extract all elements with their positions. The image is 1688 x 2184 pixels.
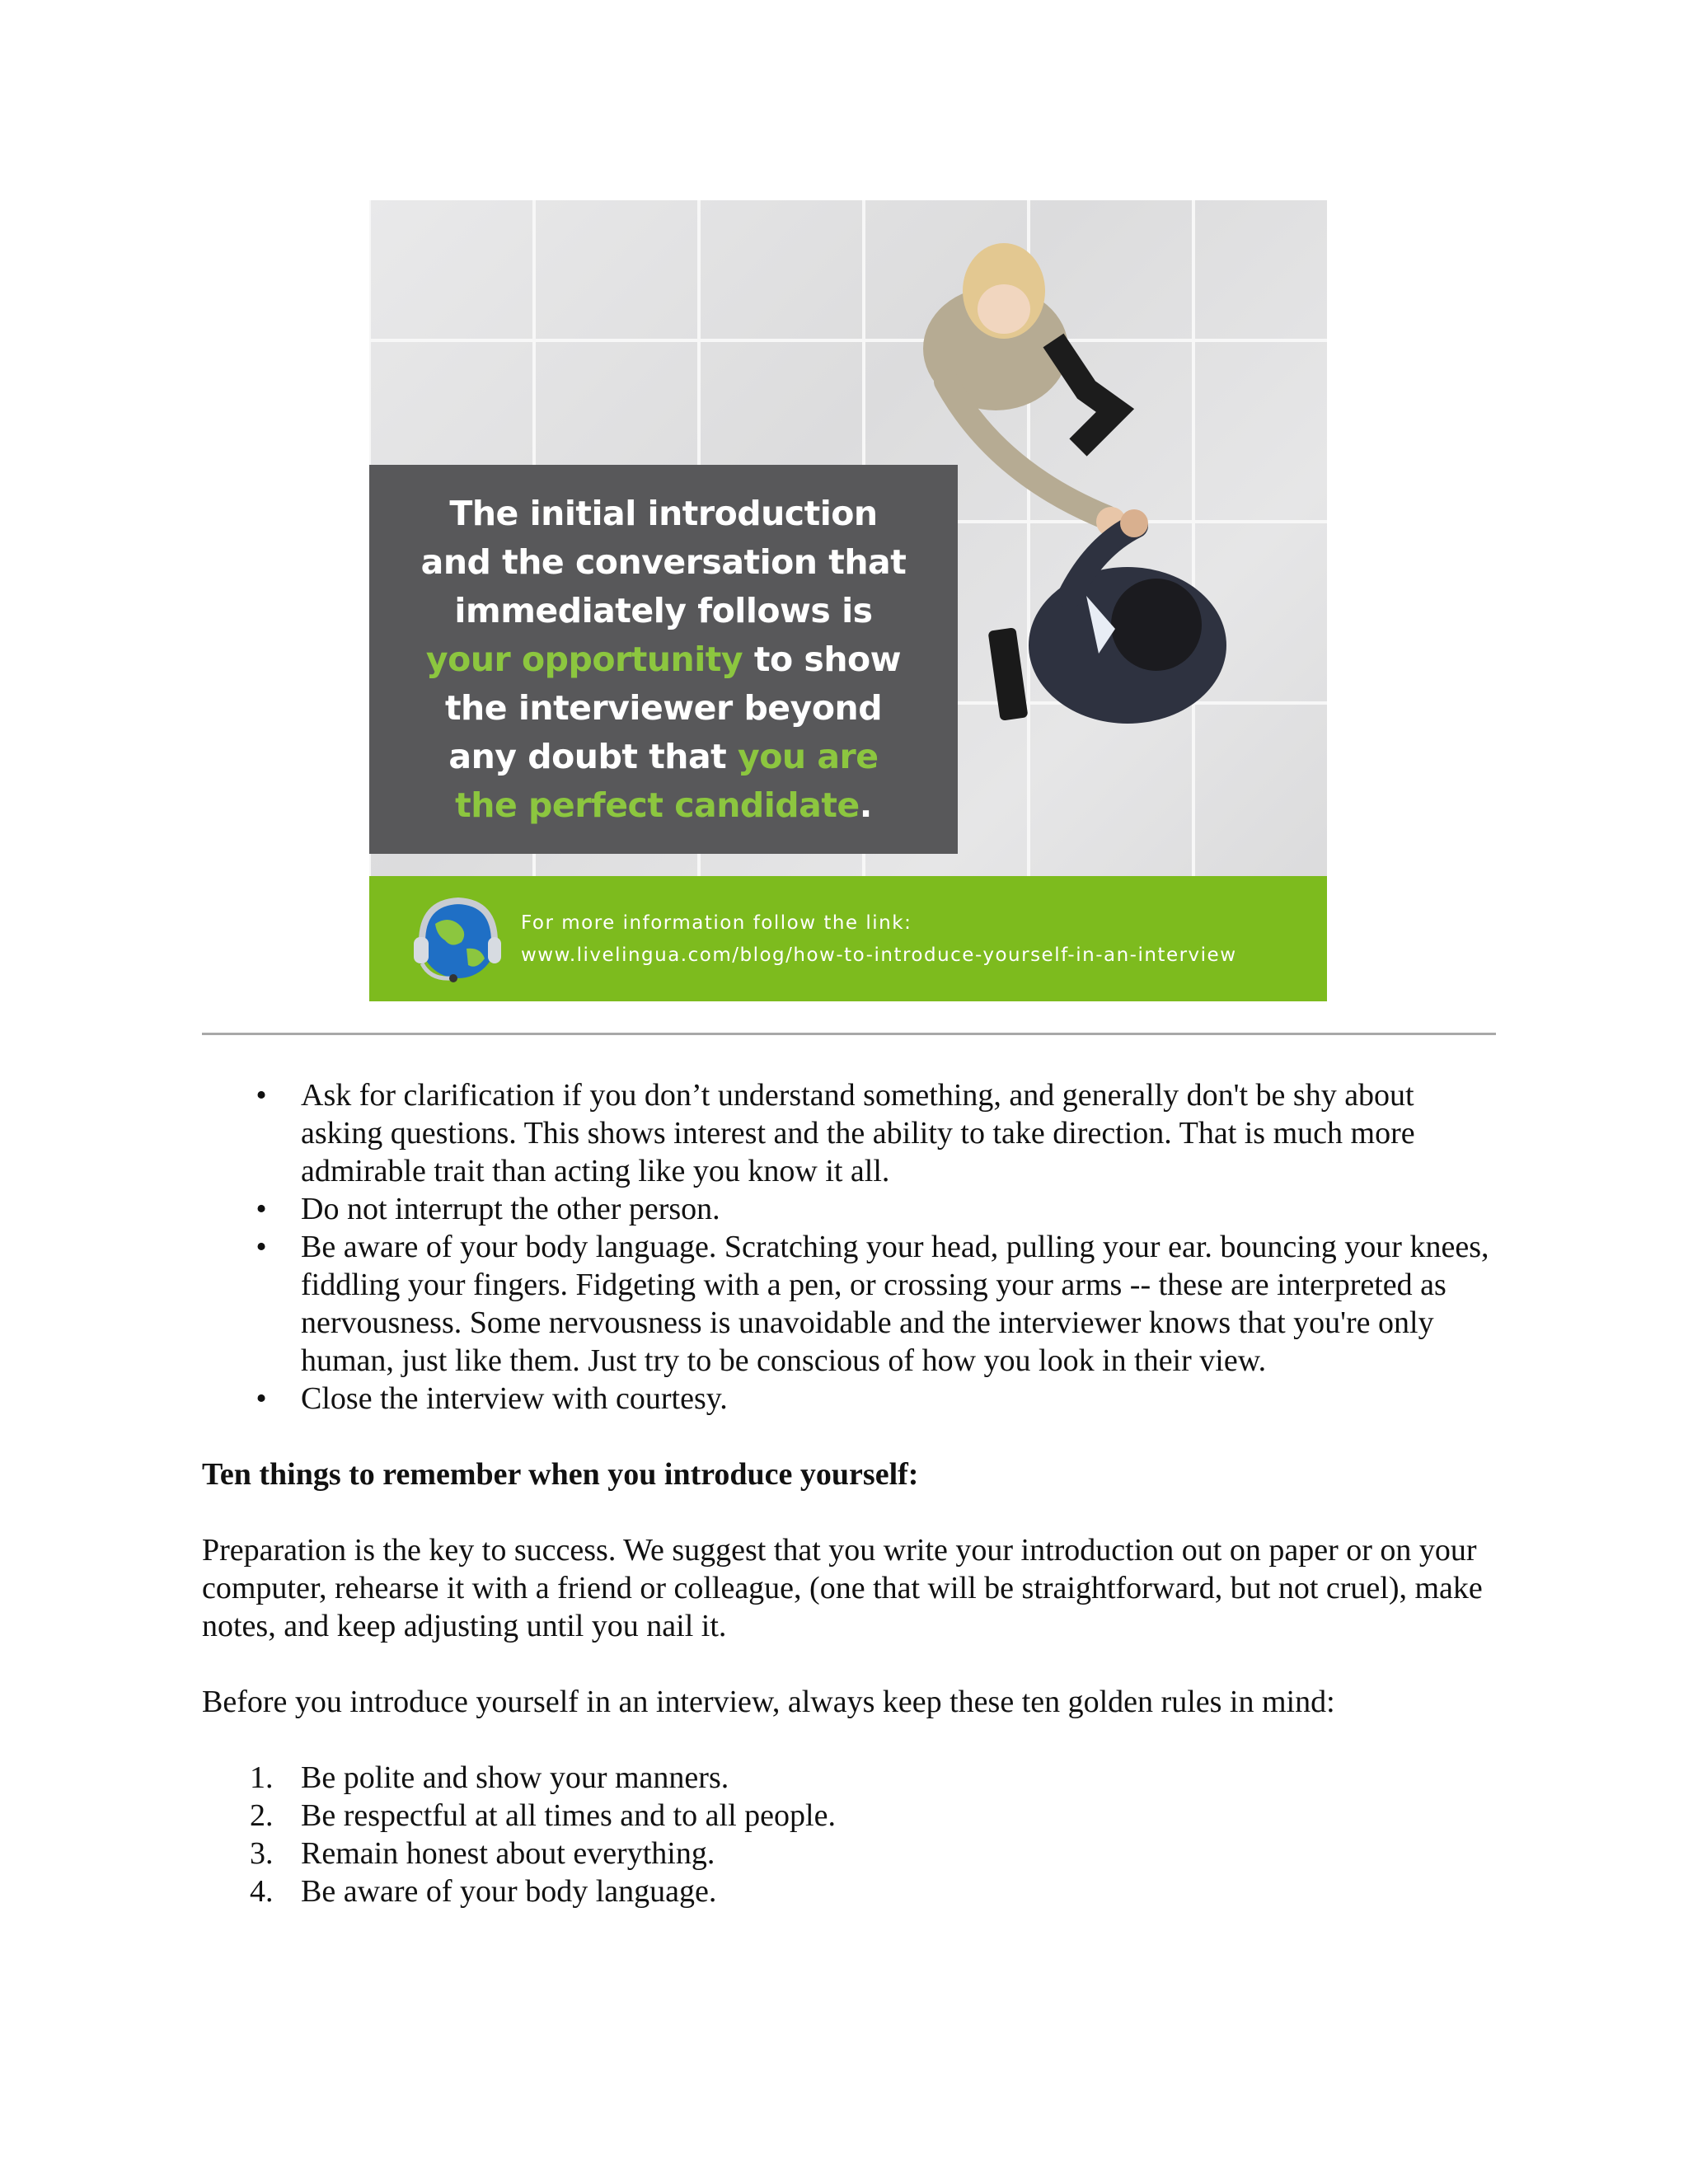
quote-highlight: you are the perfect candidate <box>455 736 879 825</box>
document-body <box>202 1076 1496 1910</box>
list-item: • Close the interview with courtesy. <box>202 1380 1496 1418</box>
list-item: • Do not interrupt the other person. <box>202 1190 1496 1228</box>
bullet-icon: • <box>256 1078 267 1113</box>
quote-segment: The initial introduction and the conversation that immediately follows is <box>420 493 907 630</box>
list-number: 4. <box>250 1874 274 1909</box>
list-number: 3. <box>250 1836 274 1871</box>
promo-quote <box>416 490 911 830</box>
list-item: • Be aware of your body language. Scratching your head, pulling your ear. bouncing your knees, fiddling your fingers. Fidgeting with a pen, or crossing your arms -- these are interpreted as nervousness. Some nervousness is unavoidable and the interviewer knows that you're only human, just like them. Just try to be conscious of how you look in their view. <box>202 1228 1496 1380</box>
list-item: 3. Remain honest about everything. <box>250 1836 715 1871</box>
promo-link-caption: For more information follow the link: <box>521 912 912 934</box>
paragraph: Preparation is the key to success. We suggest that you write your introduction out on paper or on your computer, rehearse it with a friend or colleague, (one that will be straightforward, but not cruel), make notes, and keep adjusting until you nail it. <box>202 1533 1483 1643</box>
list-item: 1. Be polite and show your manners. <box>250 1760 729 1795</box>
paragraph: Before you introduce yourself in an interview, always keep these ten golden rules in mind: <box>202 1685 1335 1719</box>
quote-segment: to show the interviewer beyond any doubt that <box>444 639 902 776</box>
golden-rules-list <box>202 1759 1496 1910</box>
quote-box <box>369 465 958 854</box>
promo-footer <box>369 876 1327 1001</box>
list-item: 2. Be respectful at all times and to all people. <box>250 1798 836 1833</box>
promo-link-text <box>521 907 1237 972</box>
section-heading: Ten things to remember when you introduce yourself: <box>202 1457 919 1492</box>
man-figure <box>988 509 1226 724</box>
list-number: 1. <box>250 1760 274 1795</box>
quote-highlight: your opportunity <box>425 639 743 679</box>
bullet-icon: • <box>256 1192 267 1226</box>
promo-link-url[interactable]: www.livelingua.com/blog/how-to-introduce-yourself-in-an-interview <box>521 944 1237 966</box>
list-number: 2. <box>250 1798 274 1833</box>
bullet-icon: • <box>256 1230 267 1264</box>
bullet-list <box>202 1076 1496 1418</box>
list-item: • Ask for clarification if you don’t understand something, and generally don't be shy about asking questions. This shows interest and the ability to take direction. That is much more admirable trait than acting like you know it all. <box>202 1076 1496 1190</box>
horizontal-divider <box>202 1033 1496 1035</box>
bullet-icon: • <box>256 1381 267 1416</box>
quote-segment: . <box>859 785 872 825</box>
promo-image <box>369 200 1327 1001</box>
list-item: 4. Be aware of your body language. <box>250 1874 717 1909</box>
globe-headset-icon <box>410 891 501 988</box>
